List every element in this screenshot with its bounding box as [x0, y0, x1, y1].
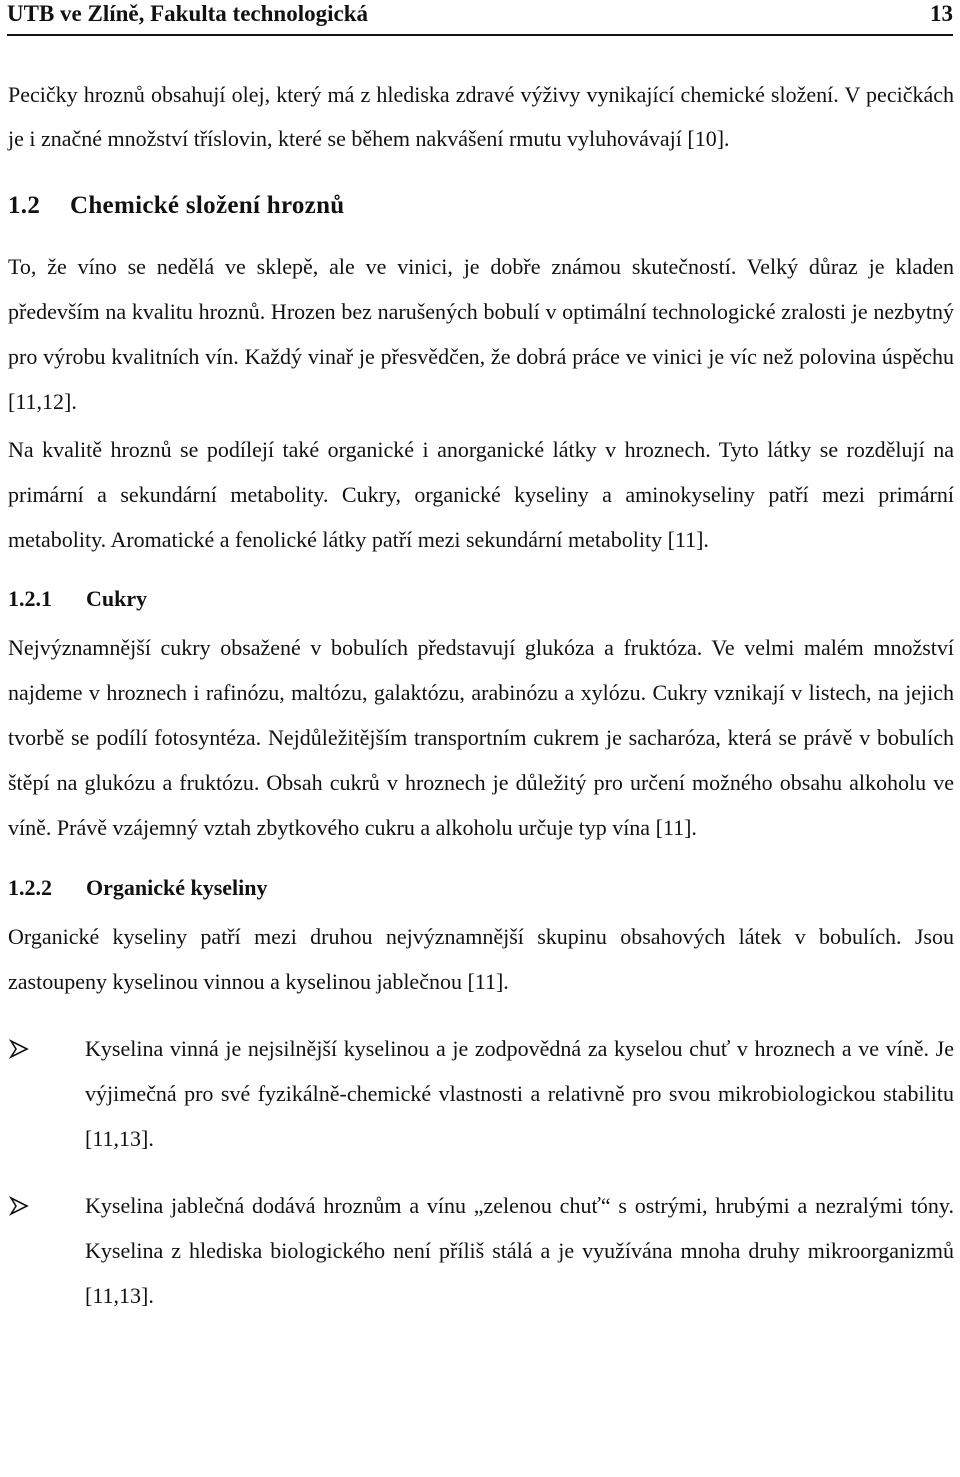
section-heading	[8, 192, 954, 232]
list-item	[8, 1183, 954, 1318]
subsection-heading-sugars	[8, 584, 954, 614]
arrowhead-right-icon	[9, 1196, 29, 1216]
subsection-number: 1.2.1	[8, 586, 52, 611]
page-number: 13	[930, 1, 953, 26]
subsection-number: 1.2.2	[8, 875, 52, 900]
header-title: UTB ve Zlíně, Fakulta technologická	[7, 1, 368, 26]
paragraph-composition-1: To, že víno se nedělá ve sklepě, ale ve vinici, je dobře známou skutečností. Velký důraz je kladen především na kvalitu hroznů. Hrozen bez narušených bobulí v optimální technologické zralosti je nezbytný pro výrobu kvalitních vín. Každý vinař je přesvědčen, že dobrá práce ve vinici je víc než polovina úspěchu [11,12].	[8, 254, 954, 414]
bullet-list	[8, 1026, 954, 1318]
page-header	[7, 0, 953, 36]
subsection-title: Organické kyseliny	[86, 875, 268, 900]
list-item	[8, 1026, 954, 1161]
arrowhead-right-icon	[9, 1039, 29, 1059]
paragraph-composition-2: Na kvalitě hroznů se podílejí také organické i anorganické látky v hroznech. Tyto látky se rozdělují na primární a sekundární metabolity. Cukry, organické kyseliny a aminokyseliny patří mezi primární metabolity. Aromatické a fenolické látky patří mezi sekundární metabolity [11].	[8, 437, 954, 552]
page-content	[8, 73, 954, 1318]
section-number: 1.2	[8, 192, 41, 219]
section-title: Chemické složení hroznů	[70, 192, 345, 219]
subsection-heading-acids	[8, 873, 954, 903]
subsection-title: Cukry	[86, 586, 148, 611]
paragraph-sugars: Nejvýznamnější cukry obsažené v bobulích představují glukóza a fruktóza. Ve velmi malém množství najdeme v hroznech i rafinózu, maltózu, galaktózu, arabinózu a xylózu. Cukry vznikají v listech, na jejich tvorbě se podílí fotosyntéza. Nejdůležitějším transportním cukrem je sacharóza, která se právě v bobulích štěpí na glukózu a fruktózu. Obsah cukrů v hroznech je důležitý pro určení možného obsahu alkoholu ve víně. Právě vzájemný vztah zbytkového cukru a alkoholu určuje typ vína [11].	[8, 635, 954, 840]
bullet-text: Kyselina jablečná dodává hroznům a vínu „zelenou chuť“ s ostrými, hrubými a nezralými tóny. Kyselina z hlediska biologického není příliš stálá a je využívána mnoha druhy mikroorganizmů [11,13].	[85, 1193, 954, 1308]
paragraph-acids: Organické kyseliny patří mezi druhou nejvýznamnější skupinu obsahových látek v bobulích. Jsou zastoupeny kyselinou vinnou a kyselinou jablečnou [11].	[8, 924, 954, 994]
paragraph-intro: Pecičky hroznů obsahují olej, který má z hlediska zdravé výživy vynikající chemické složení. V pecičkách je i značné množství tříslovin, které se během nakvášení rmutu vyluhovávají [10].	[8, 82, 954, 151]
bullet-text: Kyselina vinná je nejsilnější kyselinou a je zodpovědná za kyselou chuť v hroznech a ve víně. Je výjimečná pro své fyzikálně-chemické vlastnosti a relativně pro svou mikrobiologickou stabilitu [11,13].	[85, 1036, 954, 1151]
